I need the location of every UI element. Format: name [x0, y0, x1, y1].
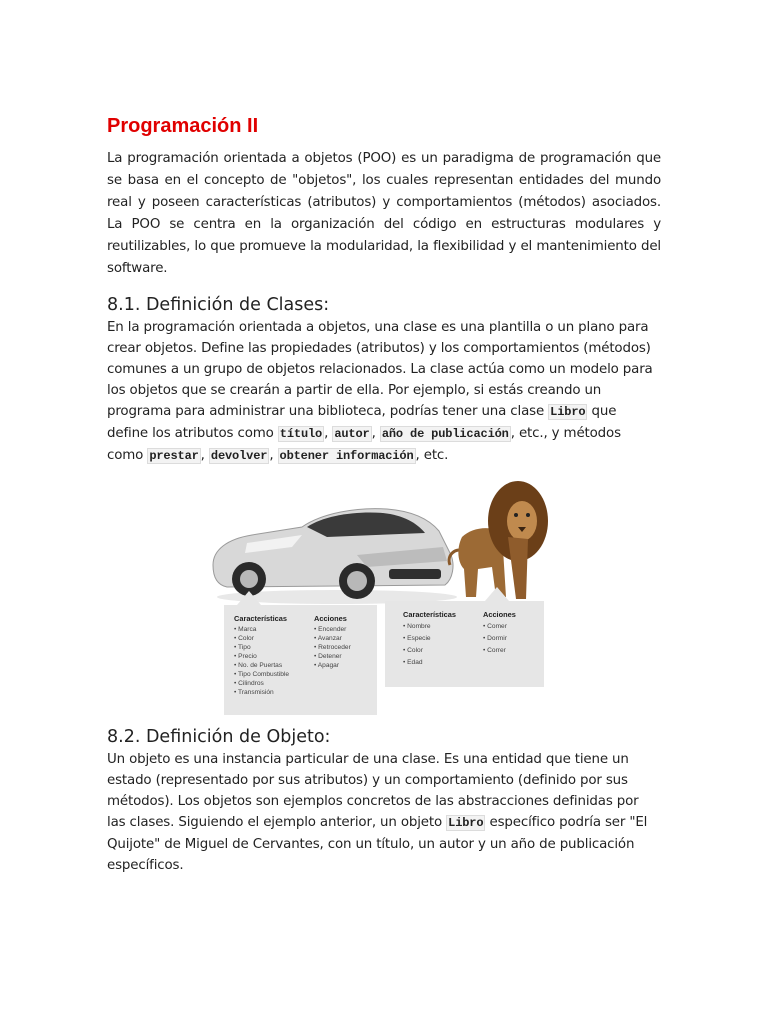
intro-paragraph: La programación orientada a objetos (POO) es un paradigma de programación que se basa en el concepto de "objetos", los cuales representan entidades del mundo real y poseen características (atributos) y comportamientos (métodos) asociados. La POO se centra en la organización del código en estructuras modulares y reutilizables, lo que promueve la modularidad, la flexibilidad y el mantenimiento del software.	[107, 151, 661, 276]
list-item: • Apagar	[314, 661, 351, 670]
section-heading-clases: 8.1. Definición de Clases:	[107, 295, 330, 315]
lion-attributes-list	[403, 621, 431, 669]
list-item: • Transmisión	[234, 688, 289, 697]
list-item: • Detener	[314, 652, 351, 661]
lion-class-box	[385, 601, 544, 687]
text-run: En la programación orientada a objetos, una clase es una plantilla o un plano para crear objetos. Define las propiedades (atributos) y los comportamientos (métodos) comunes a un grupo de objetos relacionados. La clase actúa como un modelo para los objetos que se crearán a partir de ella. Por ejemplo, si estás creando un programa para administrar una biblioteca, podrías tener una clase	[107, 320, 653, 419]
car-attributes-list	[234, 625, 289, 697]
text-run: , etc.	[415, 448, 449, 463]
lion-col2-title: Acciones	[483, 610, 516, 619]
car-actions-list	[314, 625, 351, 670]
document-page	[107, 112, 661, 876]
list-item: • Tipo	[234, 643, 289, 652]
list-item: • Tipo Combustible	[234, 670, 289, 679]
code-titulo: título	[279, 427, 323, 441]
list-item: • Precio	[234, 652, 289, 661]
list-item: • Comer	[483, 621, 507, 633]
list-item: • Color	[403, 645, 431, 657]
text-run: ,	[269, 448, 278, 463]
list-item: • Dormir	[483, 633, 507, 645]
text-run: , etc., y métodos como	[107, 426, 621, 463]
section-heading-objeto: 8.2. Definición de Objeto:	[107, 727, 331, 747]
code-libro: Libro	[448, 816, 484, 830]
text-run: ,	[371, 426, 380, 441]
list-item: • Especie	[403, 633, 431, 645]
lion-image	[442, 477, 552, 605]
callout-pointer	[485, 587, 509, 601]
callout-pointer	[237, 591, 261, 605]
objeto-paragraph	[107, 749, 661, 876]
lion-actions-list	[483, 621, 507, 657]
list-item: • Nombre	[403, 621, 431, 633]
list-item: • No. de Puertas	[234, 661, 289, 670]
text-run: ,	[324, 426, 333, 441]
code-devolver: devolver	[210, 449, 268, 463]
text-run: específico podría ser "El Quijote" de Miguel de Cervantes, con un título, un autor y un año de publicación específicos.	[107, 815, 648, 873]
clases-paragraph	[107, 317, 661, 467]
page-title: Programación II	[107, 115, 259, 137]
list-item: • Color	[234, 634, 289, 643]
text-run: que define los atributos como	[107, 404, 617, 441]
code-obtener: obtener información	[279, 449, 414, 463]
code-autor: autor	[334, 427, 370, 441]
list-item: • Encender	[314, 625, 351, 634]
class-example-figure	[107, 477, 661, 725]
list-item: • Marca	[234, 625, 289, 634]
car-col2-title: Acciones	[314, 614, 347, 623]
code-anio: año de publicación	[381, 427, 509, 441]
lion-col1-title: Características	[403, 610, 457, 619]
car-col1-title: Características	[234, 614, 288, 623]
list-item: • Avanzar	[314, 634, 351, 643]
text-run: Un objeto es una instancia particular de una clase. Es una entidad que tiene un estado (representado por sus atributos) y un comportamiento (definido por sus métodos). Los objetos son ejemplos concretos de las abstracciones definidas por las clases. Siguiendo el ejemplo anterior, un objeto	[107, 752, 639, 830]
text-run: ,	[200, 448, 209, 463]
code-prestar: prestar	[149, 449, 199, 463]
code-libro: Libro	[550, 405, 586, 419]
list-item: • Correr	[483, 645, 507, 657]
car-class-box	[224, 605, 377, 715]
list-item: • Retroceder	[314, 643, 351, 652]
car-image	[207, 495, 457, 605]
list-item: • Edad	[403, 657, 431, 669]
list-item: • Cilindros	[234, 679, 289, 688]
